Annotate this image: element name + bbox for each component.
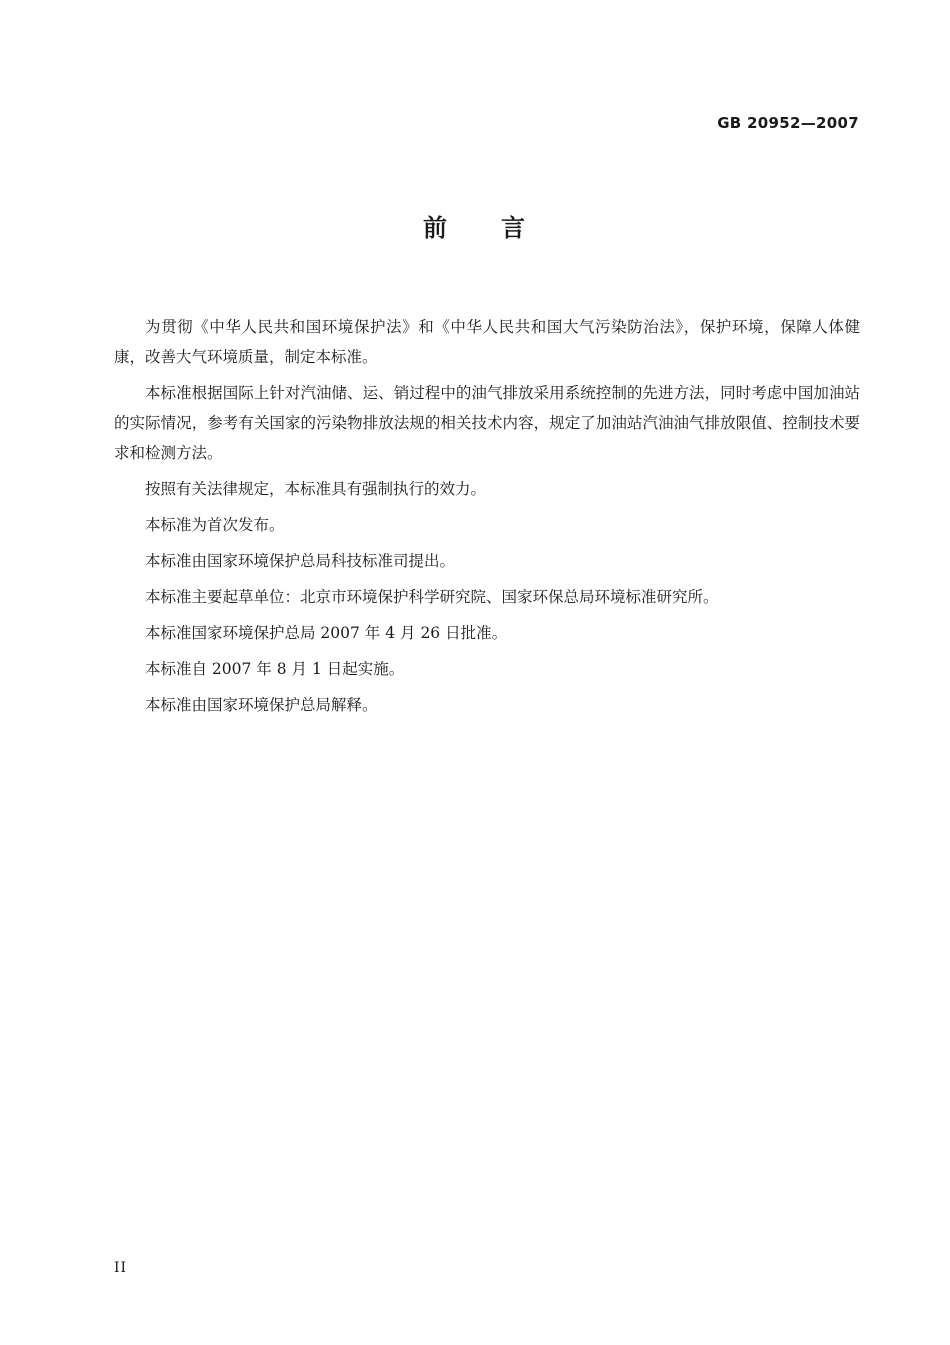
paragraph: 本标准国家环境保护总局 2007 年 4 月 26 日批准。	[145, 624, 508, 642]
paragraph: 本标准由国家环境保护总局科技标准司提出。	[145, 552, 456, 570]
paragraph: 为贯彻《中华人民共和国环境保护法》和《中华人民共和国大气污染防治法》，保护环境，保障人体健康，改善大气环境质量，制定本标准。	[114, 318, 860, 366]
paragraph: 按照有关法律规定，本标准具有强制执行的效力。	[145, 480, 487, 498]
paragraph: 本标准由国家环境保护总局解释。	[145, 696, 378, 714]
paragraph: 本标准自 2007 年 8 月 1 日起实施。	[145, 660, 405, 678]
paragraph: 本标准主要起草单位：北京市环境保护科学研究院、国家环保总局环境标准研究所。	[145, 588, 719, 606]
paragraph: 本标准为首次发布。	[145, 516, 285, 534]
paragraph: 本标准根据国际上针对汽油储、运、销过程中的油气排放采用系统控制的先进方法，同时考虑中国加油站的实际情况，参考有关国家的污染物排放法规的相关技术内容，规定了加油站汽油油气排放限值、控制技术要求和检测方法。	[114, 384, 860, 462]
preface-body	[114, 312, 860, 726]
standard-number: GB 20952—2007	[717, 114, 859, 132]
page-number: II	[114, 1260, 128, 1276]
page-title: 前 言	[423, 214, 527, 242]
